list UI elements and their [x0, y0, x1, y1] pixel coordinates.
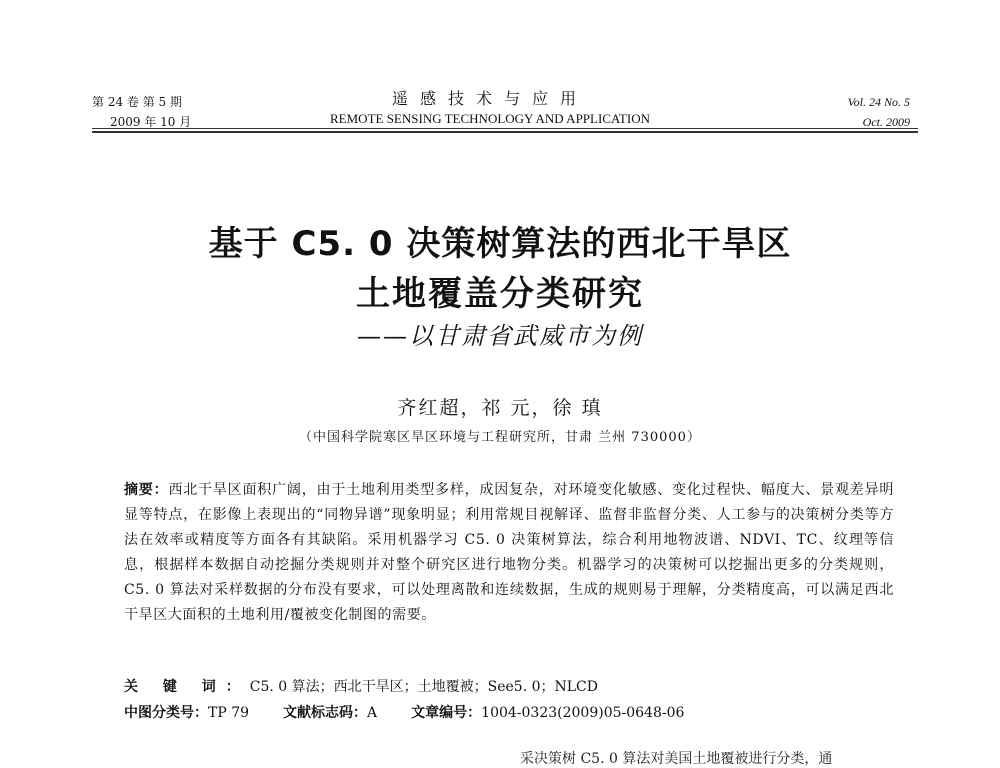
keywords-label: 关 键 词：: [124, 679, 250, 695]
abstract: [124, 478, 894, 628]
doc-code-value: A: [367, 705, 378, 721]
header-vol-no: [848, 92, 910, 132]
keywords-text: C5. 0 算法；西北干旱区；土地覆被；See5. 0；NLCD: [249, 679, 598, 695]
doc-code-label: 文献标志码：: [283, 705, 368, 721]
header-volume-issue: [92, 92, 191, 132]
publication-date: 2009 年 10 月: [110, 115, 192, 129]
journal-title-en: REMOTE SENSING TECHNOLOGY AND APPLICATION: [330, 111, 650, 126]
header-rule-thick: [92, 131, 918, 133]
paper-subtitle: ——以甘肃省武威市为例: [357, 322, 643, 350]
clc-label: 中图分类号：: [124, 705, 208, 721]
article-number-label: 文章编号：: [411, 705, 482, 721]
paper-title-line1: 基于 C5. 0 决策树算法的西北干旱区: [208, 224, 792, 264]
article-number-value: 1004-0323(2009)05-0648-06: [481, 705, 685, 721]
classification-info: [124, 702, 684, 722]
affiliation: （中国科学院寒区旱区环境与工程研究所，甘肃 兰州 730000）: [299, 430, 701, 445]
header-rule-thin: [92, 128, 918, 129]
abstract-text: 西北干旱区面积广阔，由于土地利用类型多样，成因复杂，对环境变化敏感、变化过程快、幅度大、景观差异明显等特点，在影像上表现出的“同物异谱”现象明显；利用常规目视解译、监督非监督分类、人工参与的决策树分类等方法在效率或精度等方面各有其缺陷。采用机器学习 C5. 0 决策树算法，综合利用地物波谱、NDVI、TC、纹理等信息，根据样本数据自动挖掘分类规则并对整个研究区进行地物分类。机器学习的决策树可以挖掘出更多的分类规则，C5. 0 算法对采样数据的分布没有要求，可以处理离散和连续数据，生成的规则易于理解，分类精度高，可以满足西北干旱区大面积的土地利用/覆被变化制图的需要。: [124, 482, 894, 623]
clc-value: TP 79: [208, 705, 250, 721]
body-text-cutoff: 采决策树 C5. 0 算法对美国土地覆被进行分类，通: [520, 751, 833, 767]
journal-header: [260, 88, 720, 128]
keywords: [124, 676, 598, 696]
authors: 齐红超，祁 元，徐 瑱: [397, 397, 603, 419]
abstract-label: 摘要：: [124, 482, 169, 498]
journal-title-cn: 遥感技术与应用: [391, 89, 588, 108]
vol-no: Vol. 24 No. 5: [847, 95, 910, 109]
volume-issue: 第 24 卷 第 5 期: [92, 95, 182, 109]
paper-title-line2: 土地覆盖分类研究: [356, 274, 644, 314]
date-en: Oct. 2009: [862, 115, 910, 129]
